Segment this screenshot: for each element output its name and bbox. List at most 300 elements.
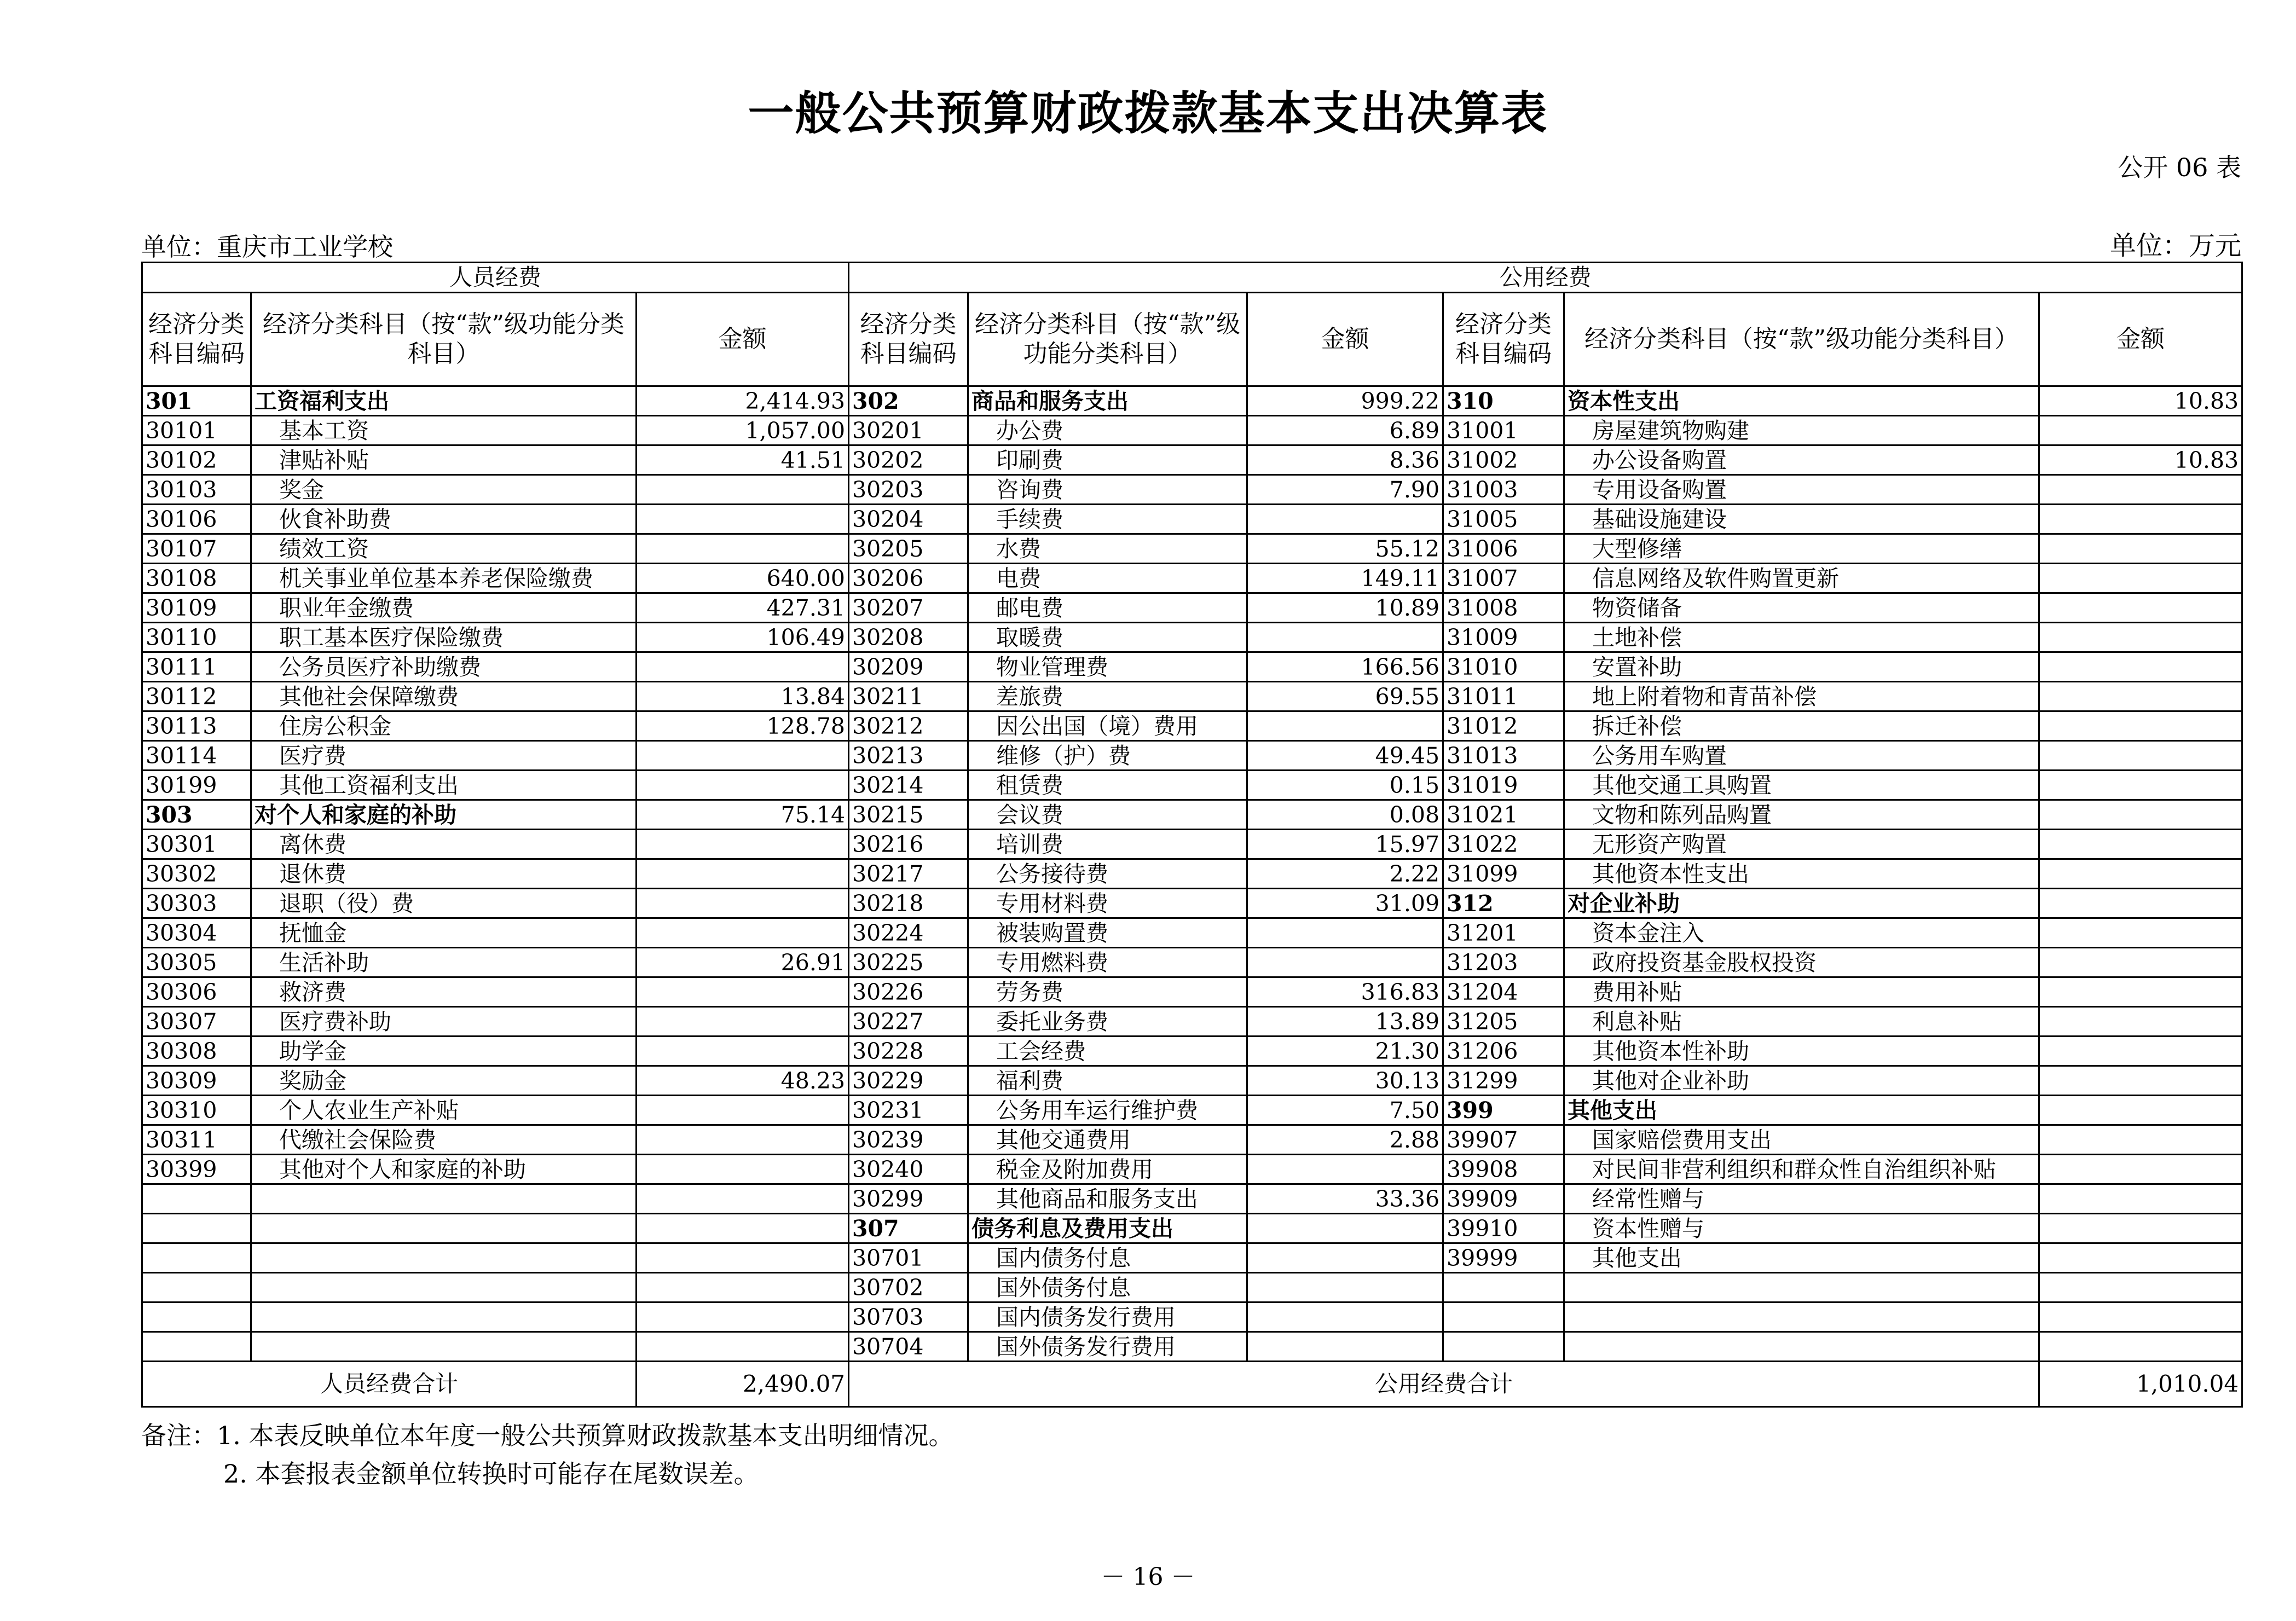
amount-cell (1247, 948, 1443, 977)
amount-cell: 10.89 (1247, 593, 1443, 623)
code-cell: 30111 (142, 652, 251, 682)
name-cell: 办公费 (968, 416, 1247, 445)
group-header-personnel: 人员经费 (142, 263, 849, 293)
table-row (142, 1037, 2242, 1066)
table-row (142, 1243, 2242, 1273)
code-cell: 31002 (1443, 445, 1564, 475)
amount-cell: 30.13 (1247, 1066, 1443, 1096)
code-cell: 30108 (142, 564, 251, 593)
name-cell: 印刷费 (968, 445, 1247, 475)
code-cell: 30201 (849, 416, 968, 445)
name-cell: 政府投资基金股权投资 (1564, 948, 2039, 977)
amount-cell (637, 1096, 849, 1125)
code-cell (142, 1184, 251, 1214)
name-cell: 水费 (968, 534, 1247, 564)
name-cell: 无形资产购置 (1564, 830, 2039, 859)
code-cell: 30302 (142, 859, 251, 889)
name-cell: 咨询费 (968, 475, 1247, 505)
amount-cell (2039, 652, 2242, 682)
public-total-label: 公用经费合计 (849, 1362, 2039, 1407)
table-row (142, 1273, 2242, 1302)
group-header-public: 公用经费 (849, 263, 2242, 293)
code-cell: 312 (1443, 889, 1564, 918)
name-cell: 对个人和家庭的补助 (251, 800, 637, 830)
amount-cell: 7.50 (1247, 1096, 1443, 1125)
table-row (142, 475, 2242, 505)
amount-cell: 999.22 (1247, 386, 1443, 416)
amount-cell (2039, 1214, 2242, 1243)
amount-cell (2039, 711, 2242, 741)
amount-cell (637, 1037, 849, 1066)
amount-cell (637, 475, 849, 505)
name-cell: 退休费 (251, 859, 637, 889)
name-cell: 办公设备购置 (1564, 445, 2039, 475)
name-cell: 手续费 (968, 505, 1247, 534)
code-cell: 30307 (142, 1007, 251, 1037)
note-line-1: 备注：1. 本表反映单位本年度一般公共预算财政拨款基本支出明细情况。 (141, 1421, 954, 1450)
table-row (142, 1066, 2242, 1096)
code-cell: 30303 (142, 889, 251, 918)
name-cell: 其他支出 (1564, 1096, 2039, 1125)
code-cell: 30399 (142, 1155, 251, 1184)
table-row (142, 859, 2242, 889)
amount-cell (2039, 475, 2242, 505)
table-row (142, 416, 2242, 445)
amount-cell: 75.14 (637, 800, 849, 830)
code-cell: 399 (1443, 1096, 1564, 1125)
name-cell: 物业管理费 (968, 652, 1247, 682)
code-cell: 30217 (849, 859, 968, 889)
name-cell: 电费 (968, 564, 1247, 593)
name-cell: 专用燃料费 (968, 948, 1247, 977)
name-cell (251, 1184, 637, 1214)
name-cell (1564, 1332, 2039, 1362)
amount-cell (1247, 505, 1443, 534)
amount-cell (1247, 623, 1443, 652)
code-cell: 30704 (849, 1332, 968, 1362)
name-cell: 退职（役）费 (251, 889, 637, 918)
amount-cell: 69.55 (1247, 682, 1443, 711)
amount-cell (2039, 416, 2242, 445)
name-cell (251, 1214, 637, 1243)
code-cell: 302 (849, 386, 968, 416)
code-cell: 31205 (1443, 1007, 1564, 1037)
amount-cell (2039, 948, 2242, 977)
amount-cell: 10.83 (2039, 386, 2242, 416)
amount-cell (2039, 1243, 2242, 1273)
name-cell: 公务用车运行维护费 (968, 1096, 1247, 1125)
table-row (142, 918, 2242, 948)
amount-cell (2039, 1066, 2242, 1096)
personnel-total-label: 人员经费合计 (142, 1362, 637, 1407)
code-cell: 31204 (1443, 977, 1564, 1007)
amount-cell (637, 889, 849, 918)
amount-cell (637, 1332, 849, 1362)
name-cell: 其他交通费用 (968, 1125, 1247, 1155)
amount-cell: 1,057.00 (637, 416, 849, 445)
name-cell: 大型修缮 (1564, 534, 2039, 564)
name-cell: 租赁费 (968, 771, 1247, 800)
amount-cell (1247, 1332, 1443, 1362)
amount-cell (1247, 1273, 1443, 1302)
code-cell (1443, 1302, 1564, 1332)
code-cell: 30207 (849, 593, 968, 623)
name-cell: 对民间非营利组织和群众性自治组织补贴 (1564, 1155, 2039, 1184)
name-cell: 其他资本性补助 (1564, 1037, 2039, 1066)
name-cell: 国外债务发行费用 (968, 1332, 1247, 1362)
amount-cell (2039, 534, 2242, 564)
amount-cell (1247, 1155, 1443, 1184)
amount-cell (637, 1155, 849, 1184)
amount-cell (1247, 1214, 1443, 1243)
amount-cell (2039, 505, 2242, 534)
code-cell: 31099 (1443, 859, 1564, 889)
amount-cell (2039, 682, 2242, 711)
code-cell: 30231 (849, 1096, 968, 1125)
amount-cell (1247, 1302, 1443, 1332)
code-cell: 30306 (142, 977, 251, 1007)
code-cell: 30101 (142, 416, 251, 445)
name-cell: 专用设备购置 (1564, 475, 2039, 505)
name-cell: 其他对个人和家庭的补助 (251, 1155, 637, 1184)
code-cell: 31201 (1443, 918, 1564, 948)
name-cell: 个人农业生产补贴 (251, 1096, 637, 1125)
code-cell: 30114 (142, 741, 251, 771)
name-cell: 国外债务付息 (968, 1273, 1247, 1302)
name-cell: 差旅费 (968, 682, 1247, 711)
code-cell: 31007 (1443, 564, 1564, 593)
form-number: 公开 06 表 (2118, 153, 2241, 182)
amount-cell (637, 1125, 849, 1155)
code-cell: 30205 (849, 534, 968, 564)
code-cell: 30202 (849, 445, 968, 475)
name-cell: 邮电费 (968, 593, 1247, 623)
name-cell: 绩效工资 (251, 534, 637, 564)
code-cell: 301 (142, 386, 251, 416)
name-cell: 经常性赠与 (1564, 1184, 2039, 1214)
code-cell: 30206 (849, 564, 968, 593)
name-cell: 因公出国（境）费用 (968, 711, 1247, 741)
amount-cell (637, 1273, 849, 1302)
name-cell: 其他商品和服务支出 (968, 1184, 1247, 1214)
name-cell: 职业年金缴费 (251, 593, 637, 623)
table-row (142, 682, 2242, 711)
amount-cell (637, 505, 849, 534)
code-cell: 31013 (1443, 741, 1564, 771)
name-cell: 国内债务付息 (968, 1243, 1247, 1273)
amount-cell (2039, 741, 2242, 771)
name-cell: 其他资本性支出 (1564, 859, 2039, 889)
name-cell: 公务员医疗补助缴费 (251, 652, 637, 682)
amount-cell: 48.23 (637, 1066, 849, 1096)
name-cell: 国家赔偿费用支出 (1564, 1125, 2039, 1155)
amount-cell (2039, 889, 2242, 918)
table-row (142, 1302, 2242, 1332)
name-cell: 税金及附加费用 (968, 1155, 1247, 1184)
name-cell (251, 1273, 637, 1302)
code-cell: 31021 (1443, 800, 1564, 830)
table-row (142, 505, 2242, 534)
amount-cell: 13.89 (1247, 1007, 1443, 1037)
table-row (142, 623, 2242, 652)
code-cell: 31206 (1443, 1037, 1564, 1066)
code-cell: 30311 (142, 1125, 251, 1155)
amount-cell: 0.08 (1247, 800, 1443, 830)
amount-cell: 15.97 (1247, 830, 1443, 859)
code-cell: 31009 (1443, 623, 1564, 652)
code-cell: 30107 (142, 534, 251, 564)
table-row (142, 386, 2242, 416)
name-cell: 其他交通工具购置 (1564, 771, 2039, 800)
name-cell: 其他工资福利支出 (251, 771, 637, 800)
code-cell: 30199 (142, 771, 251, 800)
code-cell: 31019 (1443, 771, 1564, 800)
header-name: 经济分类科目（按“款”级功能分类科目） (251, 293, 637, 386)
name-cell: 抚恤金 (251, 918, 637, 948)
personnel-total-value: 2,490.07 (637, 1362, 849, 1407)
amount-cell: 0.15 (1247, 771, 1443, 800)
table-row (142, 593, 2242, 623)
code-cell (1443, 1273, 1564, 1302)
code-cell (142, 1332, 251, 1362)
header-amount: 金额 (2039, 293, 2242, 386)
amount-cell (2039, 1096, 2242, 1125)
code-cell: 31001 (1443, 416, 1564, 445)
header-amount: 金额 (1247, 293, 1443, 386)
code-cell: 30204 (849, 505, 968, 534)
name-cell: 债务利息及费用支出 (968, 1214, 1247, 1243)
amount-cell: 26.91 (637, 948, 849, 977)
code-cell (142, 1214, 251, 1243)
amount-cell (1247, 711, 1443, 741)
amount-cell (2039, 1037, 2242, 1066)
amount-cell (2039, 564, 2242, 593)
table-row (142, 948, 2242, 977)
table-row (142, 830, 2242, 859)
code-cell: 30110 (142, 623, 251, 652)
name-cell: 维修（护）费 (968, 741, 1247, 771)
amount-cell (2039, 1273, 2242, 1302)
code-cell: 30301 (142, 830, 251, 859)
header-name: 经济分类科目（按“款”级功能分类科目） (1564, 293, 2039, 386)
code-cell: 30203 (849, 475, 968, 505)
name-cell: 取暖费 (968, 623, 1247, 652)
code-cell: 31005 (1443, 505, 1564, 534)
reporting-unit: 单位：重庆市工业学校 (141, 232, 393, 262)
code-cell: 30212 (849, 711, 968, 741)
code-cell: 39907 (1443, 1125, 1564, 1155)
page-number: － 16 － (1101, 1563, 1195, 1591)
code-cell: 30211 (849, 682, 968, 711)
name-cell: 被装购置费 (968, 918, 1247, 948)
code-cell (142, 1302, 251, 1332)
amount-cell: 2.88 (1247, 1125, 1443, 1155)
code-cell: 30304 (142, 918, 251, 948)
code-cell: 31010 (1443, 652, 1564, 682)
code-cell: 31299 (1443, 1066, 1564, 1096)
code-cell: 31012 (1443, 711, 1564, 741)
code-cell: 303 (142, 800, 251, 830)
amount-cell: 31.09 (1247, 889, 1443, 918)
name-cell: 其他支出 (1564, 1243, 2039, 1273)
name-cell: 资本性支出 (1564, 386, 2039, 416)
code-cell: 30109 (142, 593, 251, 623)
name-cell: 委托业务费 (968, 1007, 1247, 1037)
table-row (142, 1007, 2242, 1037)
public-total-value: 1,010.04 (2039, 1362, 2242, 1407)
code-cell (142, 1273, 251, 1302)
name-cell: 商品和服务支出 (968, 386, 1247, 416)
name-cell: 其他对企业补助 (1564, 1066, 2039, 1096)
amount-cell (2039, 1332, 2242, 1362)
amount-cell (2039, 859, 2242, 889)
code-cell: 30208 (849, 623, 968, 652)
name-cell (251, 1332, 637, 1362)
name-cell: 劳务费 (968, 977, 1247, 1007)
table-row (142, 1214, 2242, 1243)
header-code: 经济分类科目编码 (1443, 293, 1564, 386)
name-cell (1564, 1302, 2039, 1332)
name-cell: 奖金 (251, 475, 637, 505)
note-line-2: 2. 本套报表金额单位转换时可能存在尾数误差。 (223, 1459, 759, 1489)
name-cell: 对企业补助 (1564, 889, 2039, 918)
amount-cell: 6.89 (1247, 416, 1443, 445)
name-cell: 生活补助 (251, 948, 637, 977)
table-row (142, 741, 2242, 771)
amount-cell (1247, 1243, 1443, 1273)
name-cell: 住房公积金 (251, 711, 637, 741)
name-cell: 安置补助 (1564, 652, 2039, 682)
table-row (142, 1155, 2242, 1184)
amount-cell (637, 859, 849, 889)
amount-cell (637, 534, 849, 564)
table-row (142, 1332, 2242, 1362)
header-name: 经济分类科目（按“款”级功能分类科目） (968, 293, 1247, 386)
name-cell: 福利费 (968, 1066, 1247, 1096)
amount-cell (637, 1243, 849, 1273)
amount-cell (2039, 771, 2242, 800)
code-cell: 30226 (849, 977, 968, 1007)
code-cell: 30239 (849, 1125, 968, 1155)
amount-cell (637, 918, 849, 948)
code-cell: 30214 (849, 771, 968, 800)
currency-unit: 单位：万元 (2109, 230, 2241, 261)
code-cell: 310 (1443, 386, 1564, 416)
code-cell: 30702 (849, 1273, 968, 1302)
amount-cell: 106.49 (637, 623, 849, 652)
amount-cell (2039, 1302, 2242, 1332)
name-cell: 房屋建筑物购建 (1564, 416, 2039, 445)
amount-cell: 41.51 (637, 445, 849, 475)
name-cell: 职工基本医疗保险缴费 (251, 623, 637, 652)
name-cell: 医疗费补助 (251, 1007, 637, 1037)
amount-cell (637, 830, 849, 859)
name-cell: 国内债务发行费用 (968, 1302, 1247, 1332)
code-cell: 30228 (849, 1037, 968, 1066)
page-title: 一般公共预算财政拨款基本支出决算表 (748, 86, 1548, 140)
table-row (142, 534, 2242, 564)
name-cell: 工资福利支出 (251, 386, 637, 416)
amount-cell (637, 741, 849, 771)
name-cell: 利息补贴 (1564, 1007, 2039, 1037)
code-cell: 31011 (1443, 682, 1564, 711)
name-cell: 工会经费 (968, 1037, 1247, 1066)
name-cell: 基本工资 (251, 416, 637, 445)
table-row (142, 977, 2242, 1007)
name-cell (251, 1302, 637, 1332)
table-row (142, 800, 2242, 830)
code-cell: 30240 (849, 1155, 968, 1184)
amount-cell (2039, 830, 2242, 859)
amount-cell (637, 1184, 849, 1214)
code-cell: 31003 (1443, 475, 1564, 505)
amount-cell: 128.78 (637, 711, 849, 741)
header-code: 经济分类科目编码 (142, 293, 251, 386)
name-cell: 公务用车购置 (1564, 741, 2039, 771)
code-cell: 30213 (849, 741, 968, 771)
code-cell: 30113 (142, 711, 251, 741)
name-cell (251, 1243, 637, 1273)
name-cell: 机关事业单位基本养老保险缴费 (251, 564, 637, 593)
code-cell: 39908 (1443, 1155, 1564, 1184)
amount-cell (637, 1214, 849, 1243)
amount-cell: 640.00 (637, 564, 849, 593)
table-row (142, 711, 2242, 741)
code-cell: 30310 (142, 1096, 251, 1125)
table-row (142, 1096, 2242, 1125)
code-cell: 39909 (1443, 1184, 1564, 1214)
amount-cell: 49.45 (1247, 741, 1443, 771)
name-cell: 专用材料费 (968, 889, 1247, 918)
code-cell: 39999 (1443, 1243, 1564, 1273)
code-cell: 30209 (849, 652, 968, 682)
name-cell (1564, 1273, 2039, 1302)
amount-cell (637, 1302, 849, 1332)
amount-cell: 10.83 (2039, 445, 2242, 475)
name-cell: 物资储备 (1564, 593, 2039, 623)
amount-cell: 21.30 (1247, 1037, 1443, 1066)
amount-cell: 166.56 (1247, 652, 1443, 682)
code-cell: 30703 (849, 1302, 968, 1332)
expenditure-table (141, 262, 2243, 1408)
name-cell: 资本性赠与 (1564, 1214, 2039, 1243)
amount-cell: 8.36 (1247, 445, 1443, 475)
name-cell: 费用补贴 (1564, 977, 2039, 1007)
code-cell: 30216 (849, 830, 968, 859)
name-cell: 公务接待费 (968, 859, 1247, 889)
name-cell: 救济费 (251, 977, 637, 1007)
amount-cell: 7.90 (1247, 475, 1443, 505)
code-cell: 31022 (1443, 830, 1564, 859)
amount-cell (2039, 1125, 2242, 1155)
code-cell: 31203 (1443, 948, 1564, 977)
code-cell: 30309 (142, 1066, 251, 1096)
name-cell: 资本金注入 (1564, 918, 2039, 948)
table-row (142, 564, 2242, 593)
code-cell: 307 (849, 1214, 968, 1243)
name-cell: 信息网络及软件购置更新 (1564, 564, 2039, 593)
code-cell: 30229 (849, 1066, 968, 1096)
code-cell: 31008 (1443, 593, 1564, 623)
amount-cell (2039, 800, 2242, 830)
header-code: 经济分类科目编码 (849, 293, 968, 386)
amount-cell (2039, 918, 2242, 948)
code-cell (1443, 1332, 1564, 1362)
amount-cell (1247, 918, 1443, 948)
amount-cell: 316.83 (1247, 977, 1443, 1007)
code-cell: 30112 (142, 682, 251, 711)
name-cell: 培训费 (968, 830, 1247, 859)
